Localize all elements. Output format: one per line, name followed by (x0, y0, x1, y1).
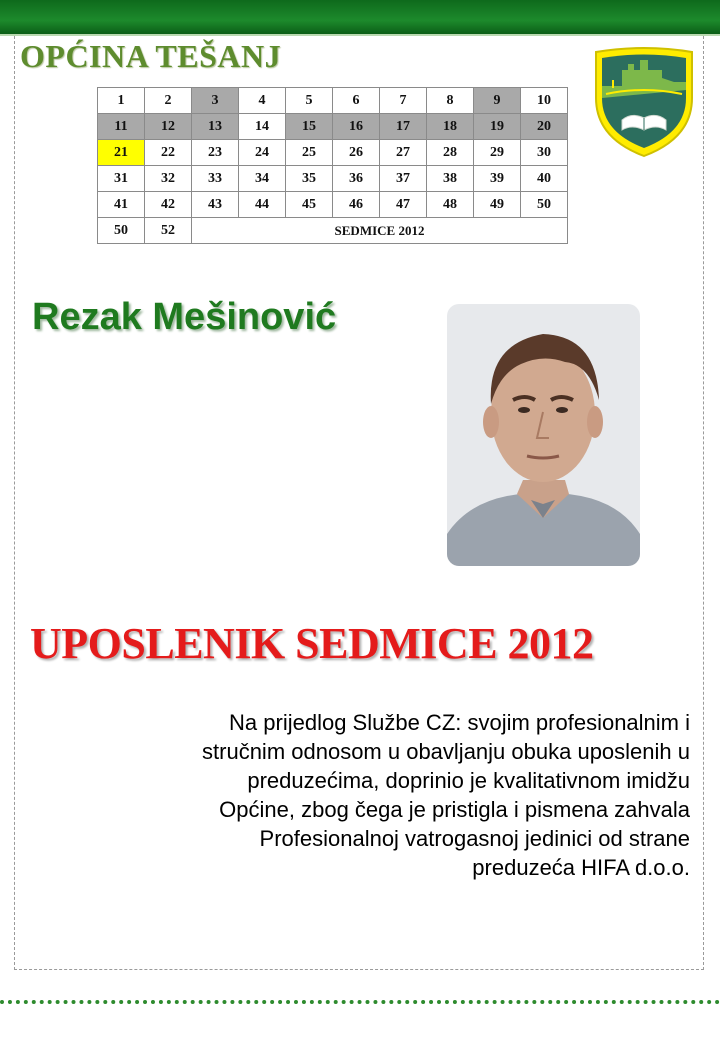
week-cell: 13 (192, 114, 239, 140)
week-cell: 45 (286, 192, 333, 218)
week-cell: 9 (474, 88, 521, 114)
week-cell: 36 (333, 166, 380, 192)
week-cell: 3 (192, 88, 239, 114)
week-cell: 44 (239, 192, 286, 218)
description-line: preduzećima, doprinio je kvalitativnom imidžu (247, 768, 690, 793)
calendar-row (98, 166, 568, 192)
calendar-row (98, 140, 568, 166)
week-cell: 4 (239, 88, 286, 114)
week-cell: 14 (239, 114, 286, 140)
employee-photo (447, 304, 640, 566)
week-cell: 38 (427, 166, 474, 192)
description-line: Profesionalnoj vatrogasnoj jedinici od strane (259, 826, 690, 851)
week-cell: 37 (380, 166, 427, 192)
week-cell: 28 (427, 140, 474, 166)
calendar-row (98, 192, 568, 218)
week-cell: 23 (192, 140, 239, 166)
crest-icon (592, 46, 696, 158)
week-cell: 19 (474, 114, 521, 140)
person-portrait-icon (447, 304, 640, 566)
week-cell: 33 (192, 166, 239, 192)
week-cell: 50 (521, 192, 568, 218)
week-cell: 39 (474, 166, 521, 192)
description-line: Općine, zbog čega je pristigla i pismena zahvala (219, 797, 690, 822)
week-cell: 16 (333, 114, 380, 140)
week-cell: 46 (333, 192, 380, 218)
week-cell: 20 (521, 114, 568, 140)
week-cell: 30 (521, 140, 568, 166)
week-cell: 52 (145, 218, 192, 244)
week-cell: 12 (145, 114, 192, 140)
week-cell: 24 (239, 140, 286, 166)
description-line: preduzeća HIFA d.o.o. (472, 855, 690, 880)
week-cell: 42 (145, 192, 192, 218)
calendar-row (98, 114, 568, 140)
week-cell: 27 (380, 140, 427, 166)
week-cell: 10 (521, 88, 568, 114)
week-cell: 50 (98, 218, 145, 244)
headline: UPOSLENIK SEDMICE 2012 (30, 619, 594, 668)
week-cell: 15 (286, 114, 333, 140)
week-cell: 18 (427, 114, 474, 140)
week-cell: 26 (333, 140, 380, 166)
week-cell: 40 (521, 166, 568, 192)
bottom-dotted-divider (0, 1000, 720, 1004)
week-cell: 47 (380, 192, 427, 218)
week-cell: 25 (286, 140, 333, 166)
week-cell: 17 (380, 114, 427, 140)
description-line: Na prijedlog Službe CZ: svojim profesionalnim i (229, 710, 690, 735)
top-banner-bar (0, 0, 720, 36)
week-cell: 41 (98, 192, 145, 218)
week-cell: 5 (286, 88, 333, 114)
municipality-title: OPĆINA TEŠANJ (20, 38, 282, 74)
week-cell: 1 (98, 88, 145, 114)
week-cell: 43 (192, 192, 239, 218)
week-cell: 8 (427, 88, 474, 114)
week-cell: 7 (380, 88, 427, 114)
description (70, 708, 690, 882)
employee-name: Rezak Mešinović (32, 296, 337, 338)
week-cell: 32 (145, 166, 192, 192)
week-cell: 34 (239, 166, 286, 192)
week-cell: 6 (333, 88, 380, 114)
calendar-row (98, 218, 568, 244)
week-cell: 48 (427, 192, 474, 218)
week-cell: 21 (98, 140, 145, 166)
weeks-calendar (97, 87, 568, 244)
week-cell: 11 (98, 114, 145, 140)
description-line: stručnim odnosom u obavljanju obuka uposlenih u (202, 739, 690, 764)
week-cell: 49 (474, 192, 521, 218)
week-cell: 35 (286, 166, 333, 192)
calendar-label: SEDMICE 2012 (192, 218, 568, 244)
week-cell: 22 (145, 140, 192, 166)
week-cell: 31 (98, 166, 145, 192)
week-cell: 2 (145, 88, 192, 114)
week-cell: 29 (474, 140, 521, 166)
calendar-row (98, 88, 568, 114)
